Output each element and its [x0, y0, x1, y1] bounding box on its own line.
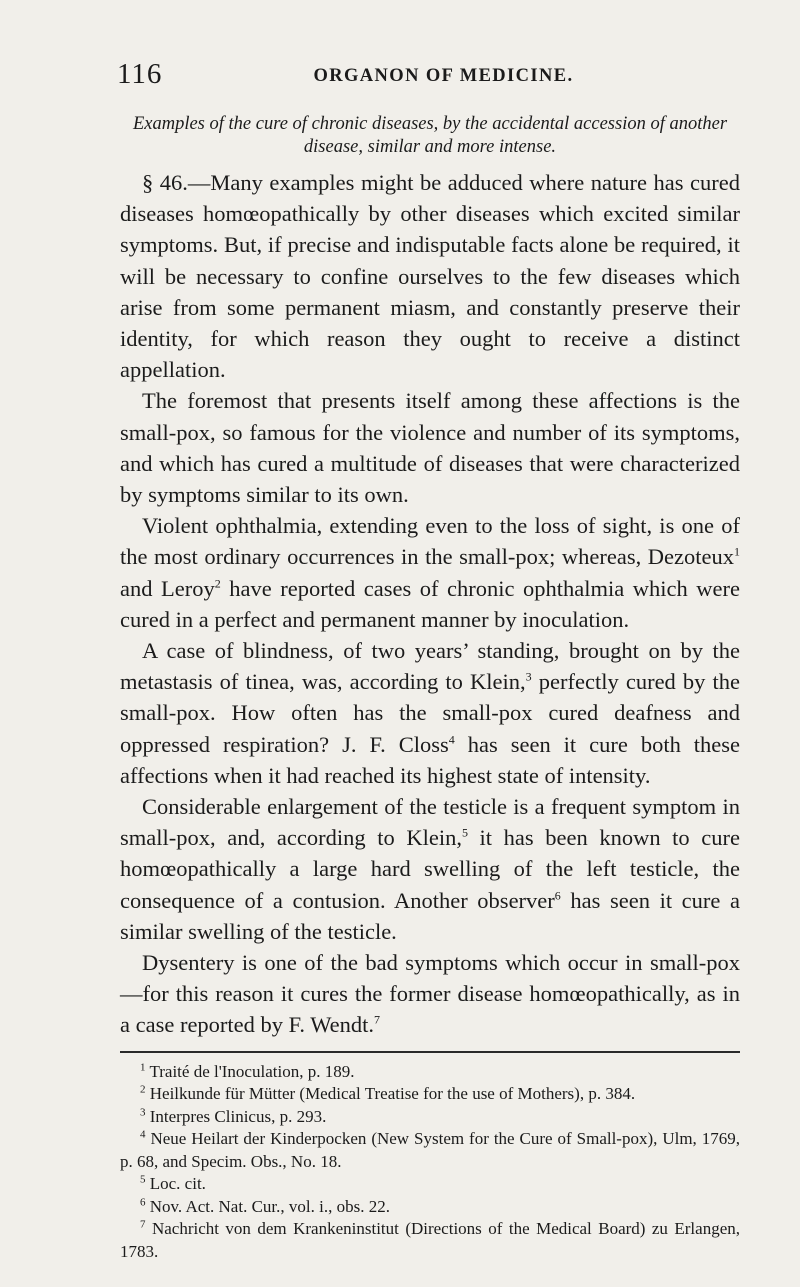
- page-number: 116: [117, 58, 163, 90]
- footnote: $^4$ Neue Heilart der Kinderpocken (New System for the Cure of Small-pox), Ulm, 1769, p. 68, and Specim. Obs., No. 18.: [120, 1128, 741, 1171]
- paragraph-small-pox: The foremost that presents itself among these affections is the small-pox, so famous for the violence and number of its symptoms, and which has cured a multitude of diseases that were characterized by symptoms similar to its own.: [120, 388, 740, 508]
- footnote-ref: 4: [448, 732, 455, 747]
- footnote: $^6$ Nov. Act. Nat. Cur., vol. i., obs. 22.: [140, 1196, 390, 1216]
- footnote: $^7$ Nachricht von dem Krankeninstitut (Directions of the Medical Board) zu Erlangen, 1783.: [120, 1218, 740, 1261]
- paragraph-dysentery: Dysentery is one of the bad symptoms which occur in small-pox —for this reason it cures the former disease homœopathically, as in a case reported by F. Wendt.$^7$: [120, 950, 740, 1038]
- footnote: $^3$ Interpres Clinicus, p. 293.: [140, 1106, 327, 1126]
- footnote: $^5$ Loc. cit.: [140, 1173, 206, 1194]
- footnote-divider: [120, 1051, 740, 1053]
- footnotes: [120, 1061, 740, 1264]
- footnote-ref: 7: [374, 1012, 381, 1027]
- footnote: $^2$ Heilkunde für Mütter (Medical Treatise for the use of Mothers), p. 384.: [140, 1083, 636, 1104]
- running-title: ORGANON OF MEDICINE.: [313, 66, 574, 86]
- footnote-ref: 2: [214, 576, 221, 591]
- footnote-ref: 3: [525, 669, 532, 684]
- footnote-ref: 1: [734, 544, 740, 559]
- section-heading: Examples of the cure of chronic diseases, by the accidental accession of another disease, similar and more intense.: [132, 114, 728, 157]
- footnote-ref: 5: [461, 825, 468, 840]
- paragraph-blindness: A case of blindness, of two years’ standing, brought on by the metastasis of tinea, was, according to Klein,$^3$ perfectly cured by the small-pox. How often has the small-pox cured deafness and oppressed respiration? J. F. Closs$^4$ has seen it cure both these affections when it had reached its highest state of intensity.: [120, 638, 741, 788]
- footnote-ref: 6: [554, 888, 561, 903]
- footnote: $^1$ Traité de l'Inoculation, p. 189.: [140, 1061, 355, 1081]
- page-header: [117, 58, 740, 92]
- paragraph-ophthalmia: Violent ophthalmia, extending even to the loss of sight, is one of the most ordinary occurrences in the small-pox; whereas, Dezoteux$^1$ and Leroy$^2$ have reported cases of chronic ophthalmia which were cured in a perfect and permanent manner by inoculation.: [120, 513, 741, 632]
- paragraph-testicle: Considerable enlargement of the testicle is a frequent symptom in small-pox, and, according to Klein,$^5$ it has been known to cure homœopathically a large hard swelling of the left testicle, the consequence of a contusion. Another observer$^6$ has seen it cure a similar swelling of the testicle.: [120, 794, 740, 944]
- page-body: [120, 113, 740, 1263]
- paragraph-46: § 46.—Many examples might be adduced where nature has cured diseases homœopathically by other diseases which excited similar symptoms. But, if precise and indisputable facts alone be required, it will be necessary to confine ourselves to the few diseases which arise from some permanent miasm, and constantly preserve their identity, for which reason they ought to receive a distinct appellation.: [120, 170, 740, 383]
